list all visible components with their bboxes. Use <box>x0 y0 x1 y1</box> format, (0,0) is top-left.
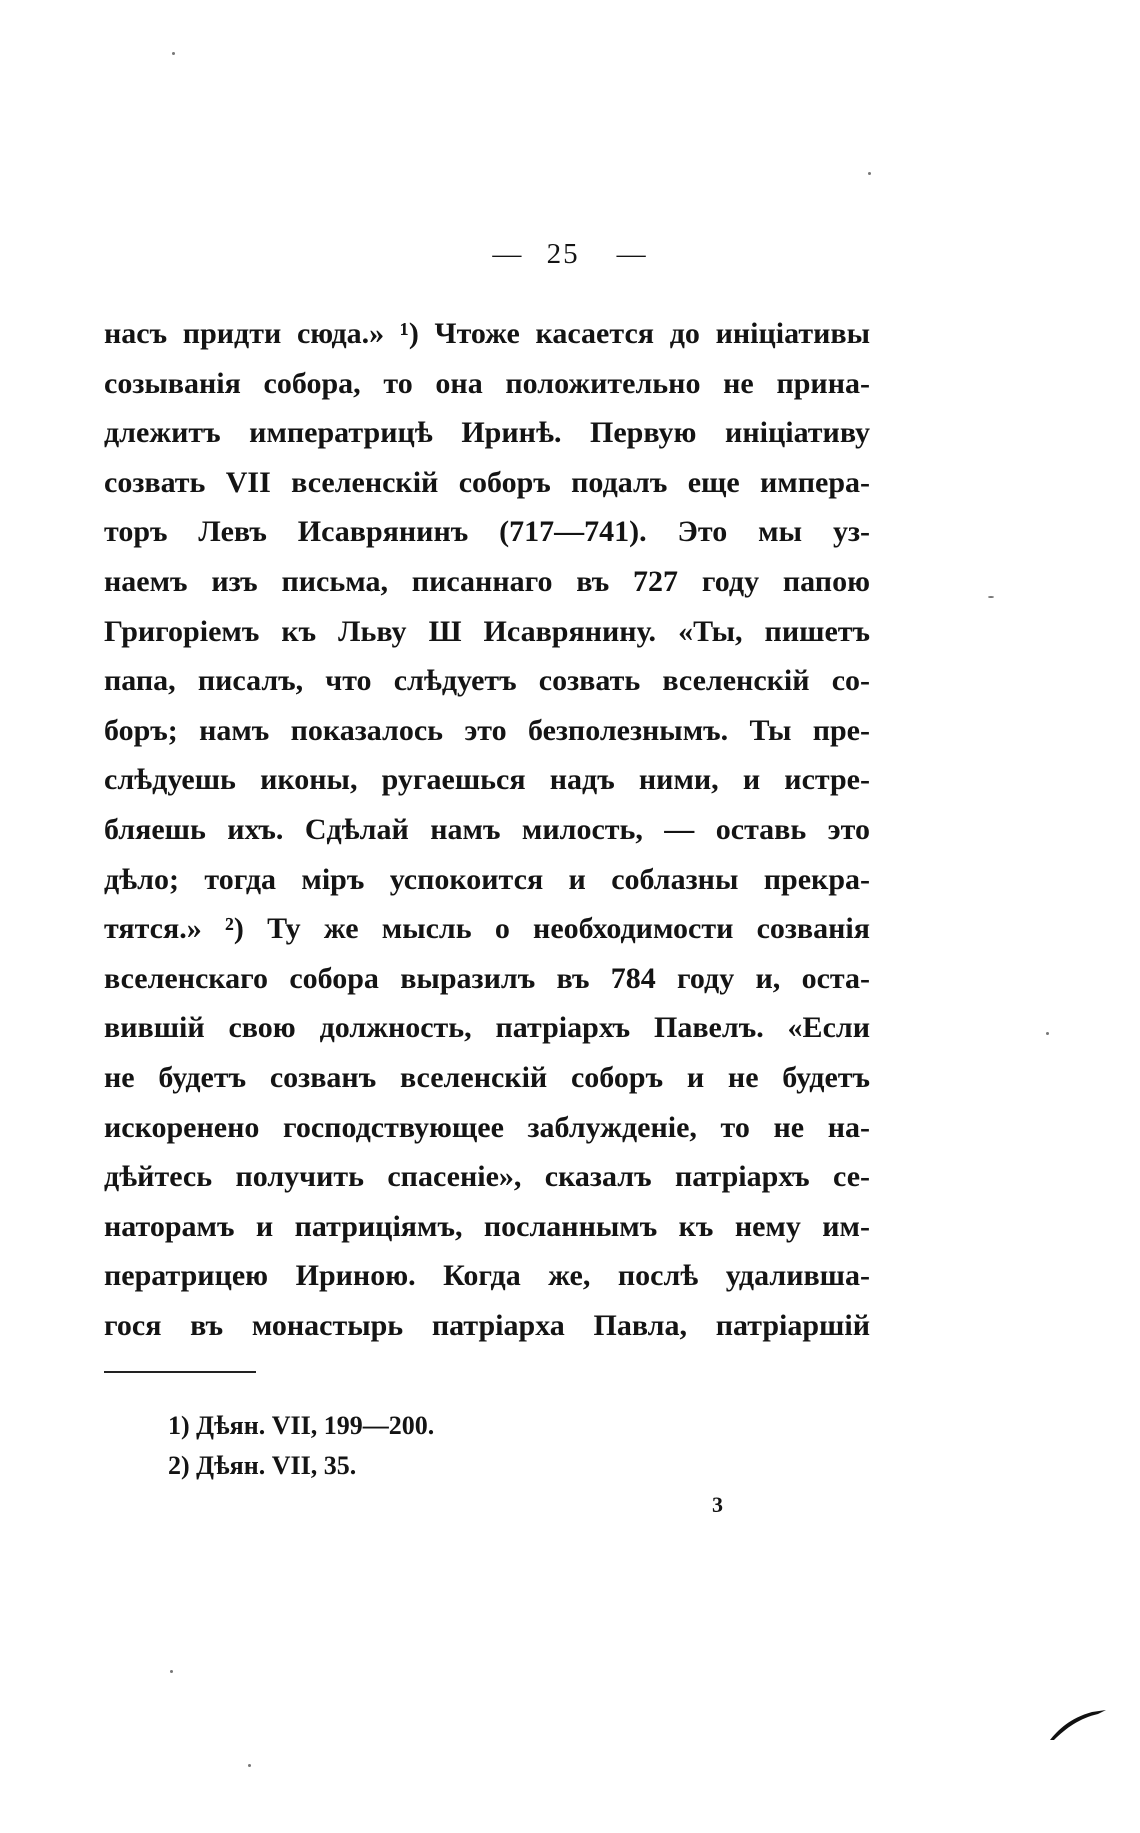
signature-mark: 3 <box>712 1492 723 1517</box>
text-line: длежитъ императрицѣ Иринѣ. Первую инiцiативу <box>104 416 870 450</box>
text-line: торъ Левъ Исаврянинъ (717—741). Это мы уз- <box>104 515 870 549</box>
text-line: насъ придти сюда.» ¹) Чтоже касается до инiцiативы <box>104 317 870 350</box>
scan-speck <box>1046 1032 1049 1035</box>
text-line: слѣдуешь иконы, ругаешься надъ ними, и истре- <box>104 763 870 797</box>
text-line: искоренено господствующее заблужденiе, то не на- <box>104 1110 870 1144</box>
footnote-text: Дѣян. VII, 35. <box>196 1451 357 1480</box>
footnote-marker: 2) <box>168 1451 190 1480</box>
text-line: гося въ монастырь патрiарха Павла, патрiаршiй <box>104 1308 870 1342</box>
scan-speck <box>988 596 994 598</box>
footnote-2 <box>168 1446 434 1486</box>
text-line: боръ; намъ показалось это безполезнымъ. Ты пре- <box>104 713 870 747</box>
page-header <box>0 238 1140 271</box>
header-dash-right: — <box>616 238 648 270</box>
body-text <box>104 309 870 1350</box>
text-line: дѣйтесь получить спасенiе», сказалъ патрiархъ се- <box>104 1160 870 1194</box>
text-line: дѣло; тогда мiръ успокоится и соблазны прекра- <box>104 862 870 896</box>
text-line: наемъ изъ письма, писаннаго въ 727 году папою <box>104 564 870 598</box>
footnotes <box>168 1406 434 1486</box>
scan-speck <box>868 172 871 175</box>
header-dash-left: — <box>492 238 524 270</box>
text-line: тятся.» ²) Ту же мысль о необходимости созванiя <box>104 912 870 946</box>
text-line: вселенскаго собора выразилъ въ 784 году и, оста- <box>104 961 870 995</box>
scan-speck <box>170 1670 173 1673</box>
text-line: созыванiя собора, то она положительно не прина- <box>104 366 870 400</box>
footnote-marker: 1) <box>168 1411 190 1440</box>
scan-speck <box>172 52 175 55</box>
text-line: ператрицею Иринoю. Когда же, послѣ удалившa- <box>104 1259 870 1293</box>
text-line: бляешь ихъ. Сдѣлай намъ милость, — оставь это <box>104 812 870 846</box>
pen-stroke-icon <box>1048 1706 1108 1742</box>
footnote-1 <box>168 1406 434 1446</box>
text-line: наторамъ и патрицiямъ, посланнымъ къ нему им- <box>104 1209 870 1243</box>
text-line: папа, писалъ, что слѣдуетъ созвать вселенскiй со- <box>104 664 870 698</box>
footnote-text: Дѣян. VII, 199—200. <box>196 1411 435 1440</box>
footnote-divider <box>104 1371 256 1373</box>
text-line: вившiй свою должность, патрiархъ Павелъ. «Если <box>104 1011 870 1045</box>
text-line: Григорiемъ къ Льву Ш Исаврянину. «Ты, пишетъ <box>104 614 870 648</box>
scan-speck <box>248 1764 251 1767</box>
page-number: 25 <box>546 238 580 270</box>
text-line: созвать VII вселенскiй соборъ подалъ еще импера- <box>104 465 870 499</box>
text-line: не будетъ созванъ вселенскiй соборъ и не будетъ <box>104 1060 870 1094</box>
